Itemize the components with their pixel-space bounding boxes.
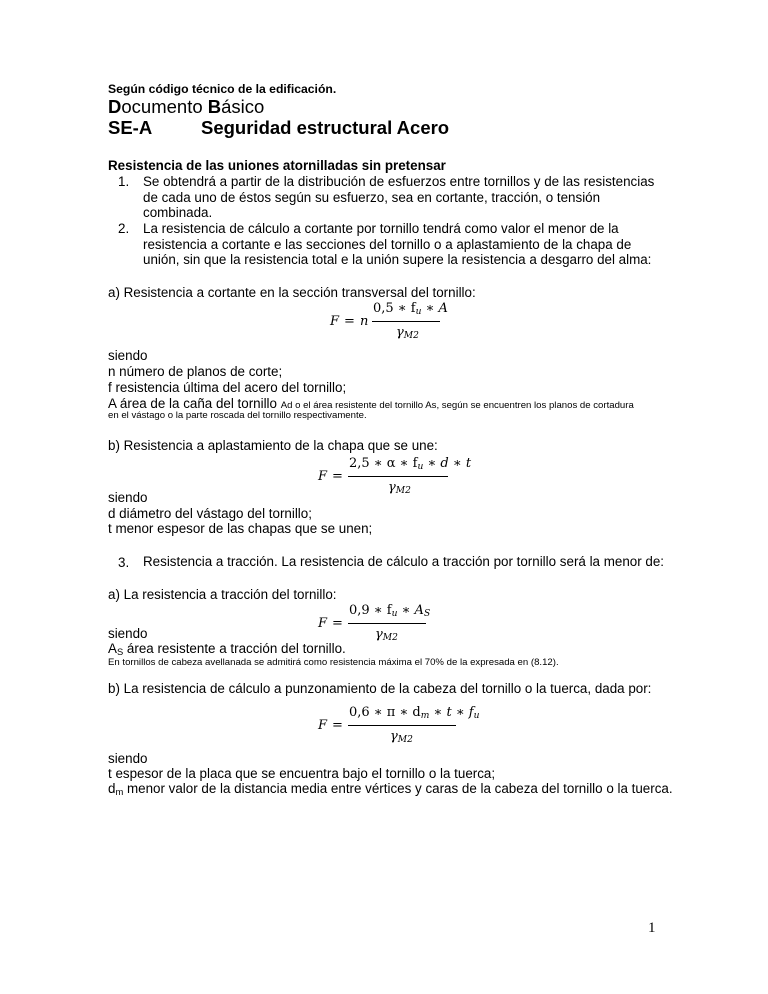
item-3-text: Resistencia a tracción. La resistencia de cálculo a tracción por tornillo será la menor de: [143, 554, 665, 569]
def-t-plate: t espesor de la placa que se encuentra bajo el tornillo o la tuerca; [108, 766, 496, 781]
note-countersunk: En tornillos de cabeza avellanada se admitirá como resistencia máxima el 70% de la expresada en (8.12). [108, 657, 559, 668]
equation-bearing: F = 2,5 ∗ α ∗ $f_u$ ∗ d ∗ t $\gamma_{M2}$ [318, 456, 472, 496]
title-name: Seguridad estructural Acero [201, 117, 450, 138]
def-d: d diámetro del vástago del tornillo; [108, 506, 312, 521]
equation-tension: F = 0,9 ∗ $f_u$ ∗ $A_S$ $\gamma_{M2}$ [318, 603, 431, 643]
siendo-1: siendo [108, 348, 148, 363]
def-t: t menor espesor de las chapas que se unen; [108, 521, 373, 536]
item-1-text: Se obtendrá a partir de la distribución de esfuerzos entre tornillos y de las resistencias de cada uno de éstos según su esfuerzo, sea en cortante, tracción, o tensión combinada. [143, 174, 655, 220]
item-3-number: 3. [118, 555, 130, 570]
equation-punching: F = 0,6 ∗ π ∗ $d_m$ ∗ t ∗ $f_u$ $\gamma_{M2}$ [318, 705, 480, 745]
def-f: f resistencia última del acero del tornillo; [108, 380, 347, 395]
item-2-number: 2. [118, 221, 130, 236]
section-heading: Resistencia de las uniones atornilladas sin pretensar [108, 158, 446, 173]
siendo-2: siendo [108, 490, 148, 505]
equation-shear: F = n 0,5 ∗ $f_u$ ∗ A $\gamma_{M2}$ [330, 301, 448, 341]
siendo-4: siendo [108, 751, 148, 766]
def-A: A área de la caña del tornillo Ad o el área resistente del tornillo As, según se encuentren los planos de cortadura [108, 396, 634, 411]
document-title: Documento Básico [108, 96, 265, 117]
subheading-a-shear: a) Resistencia a cortante en la sección transversal del tornillo: [108, 285, 476, 300]
title-code: SE-A [108, 117, 153, 138]
item-1-number: 1. [118, 174, 130, 189]
siendo-3: siendo [108, 626, 148, 641]
def-n: n número de planos de corte; [108, 364, 283, 379]
def-As: $A_S$ área resistente a tracción del tornillo. [108, 641, 346, 657]
def-A-cont: en el vástago o la parte roscada del tornillo respectivamente. [108, 410, 367, 421]
page-number: 1 [648, 920, 656, 936]
subheading-a-tension: a) La resistencia a tracción del tornillo: [108, 587, 337, 602]
subheading-b-bearing: b) Resistencia a aplastamiento de la chapa que se une: [108, 438, 438, 453]
subheading-b-punching: b) La resistencia de cálculo a punzonamiento de la cabeza del tornillo o la tuerca, dada por: [108, 681, 652, 696]
def-dm: $d_m$ menor valor de la distancia media entre vértices y caras de la cabeza del tornillo o la tuerca. [108, 781, 673, 797]
item-2-text: La resistencia de cálculo a cortante por tornillo tendrá como valor el menor de la resistencia a cortante e las secciones del tornillo o a aplastamiento de la chapa de unión, sin que la resistencia total e la unión supere la resistencia a desgarro del alma: [143, 221, 652, 267]
source-line: Según código técnico de la edificación. [108, 82, 337, 96]
